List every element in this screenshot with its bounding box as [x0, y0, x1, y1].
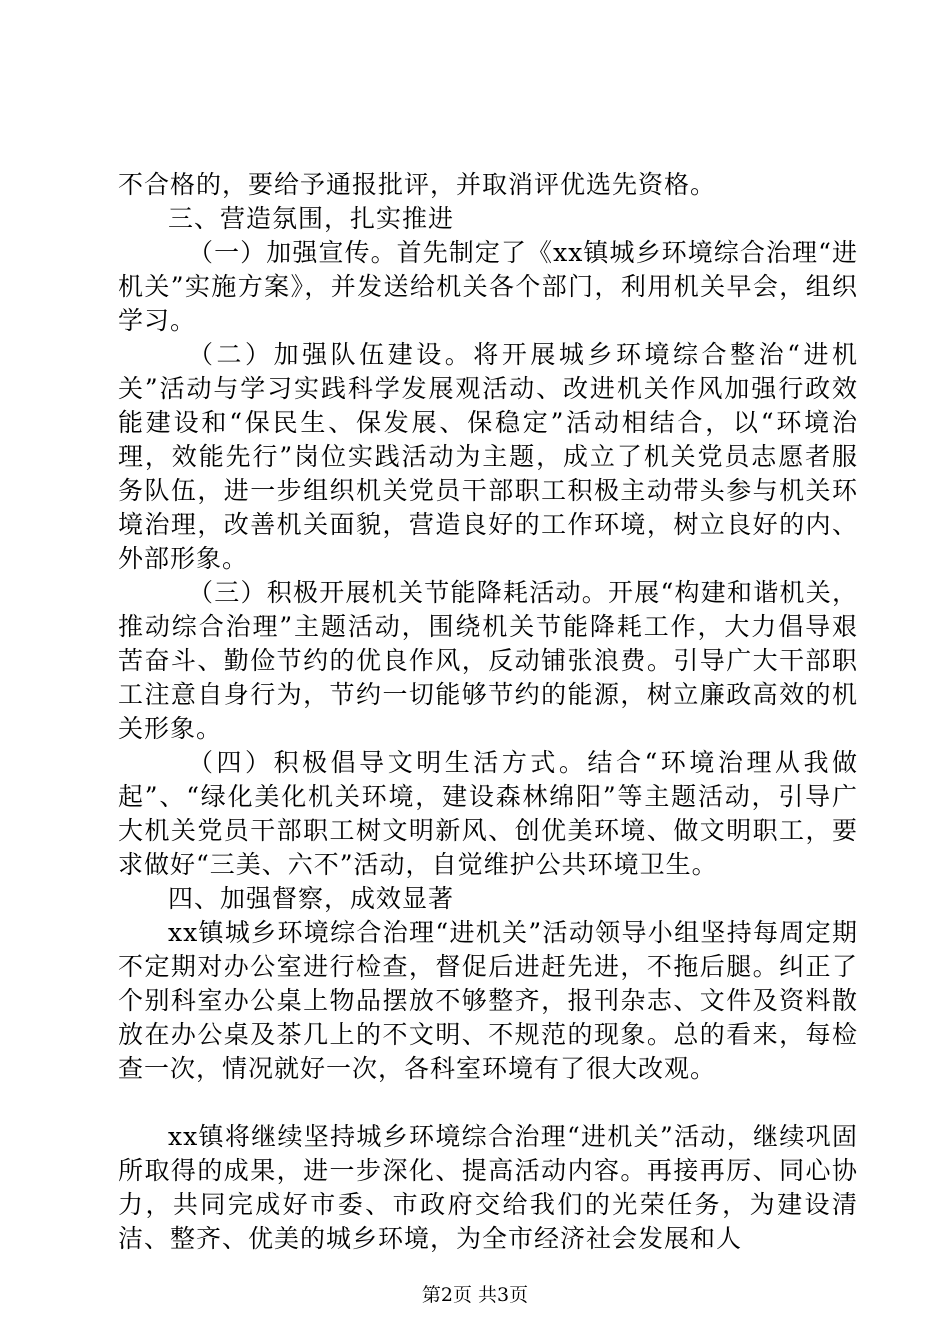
document-body: [118, 168, 858, 1256]
subsection-publicity: （一）加强宣传。首先制定了《xx镇城乡环境综合治理“进机关”实施方案》，并发送给机关各个部门，利用机关早会，组织学习。: [118, 238, 858, 335]
subsection-team-building: （二）加强队伍建设。将开展城乡环境综合整治“进机关”活动与学习实践科学发展观活动、改进机关作风加强行政效能建设和“保民生、保发展、保稳定”活动相结合，以“环境治理，效能先行”岗位实践活动为主题，成立了机关党员志愿者服务队伍，进一步组织机关党员干部职工积极主动带头参与机关环境治理，改善机关面貌，营造良好的工作环境，树立良好的内、外部形象。: [118, 340, 858, 573]
subsection-energy-saving: （三）积极开展机关节能降耗活动。开展“构建和谐机关，推动综合治理”主题活动，围绕机关节能降耗工作，大力倡导艰苦奋斗、勤俭节约的优良作风，反动铺张浪费。引导广大干部职工注意自身行为，节约一切能够节约的能源，树立廉政高效的机关形象。: [118, 578, 858, 743]
subsection-civilized-life: （四）积极倡导文明生活方式。结合“环境治理从我做起”、“绿化美化机关环境，建设森林绵阳”等主题活动，引导广大机关党员干部职工树文明新风、创优美环境、做文明职工，要求做好“三美、六不”活动，自觉维护公共环境卫生。: [118, 748, 858, 879]
paragraph-conclusion: xx镇将继续坚持城乡环境综合治理“进机关”活动，继续巩固所取得的成果，进一步深化、提高活动内容。再接再厉、同心协力，共同完成好市委、市政府交给我们的光荣任务，为建设清洁、整齐、优美的城乡环境，为全市经济社会发展和人: [118, 1122, 858, 1253]
section-heading-four: 四、加强督察，成效显著: [168, 884, 455, 913]
page-number-footer: 第2页 共3页: [421, 1284, 529, 1306]
section-heading-three: 三、营造氛围，扎实推进: [168, 204, 455, 233]
paragraph-inspection: xx镇城乡环境综合治理“进机关”活动领导小组坚持每周定期不定期对办公室进行检查，督促后进赶先进，不拖后腿。纠正了个别科室办公桌上物品摆放不够整齐，报刊杂志、文件及资料散放在办公桌及茶几上的不文明、不规范的现象。总的看来，每检查一次，情况就好一次，各科室环境有了很大改观。: [118, 918, 858, 1083]
paragraph-gap: [118, 1086, 858, 1120]
paragraph-continuation: 不合格的，要给予通报批评，并取消评优选先资格。: [118, 170, 717, 199]
